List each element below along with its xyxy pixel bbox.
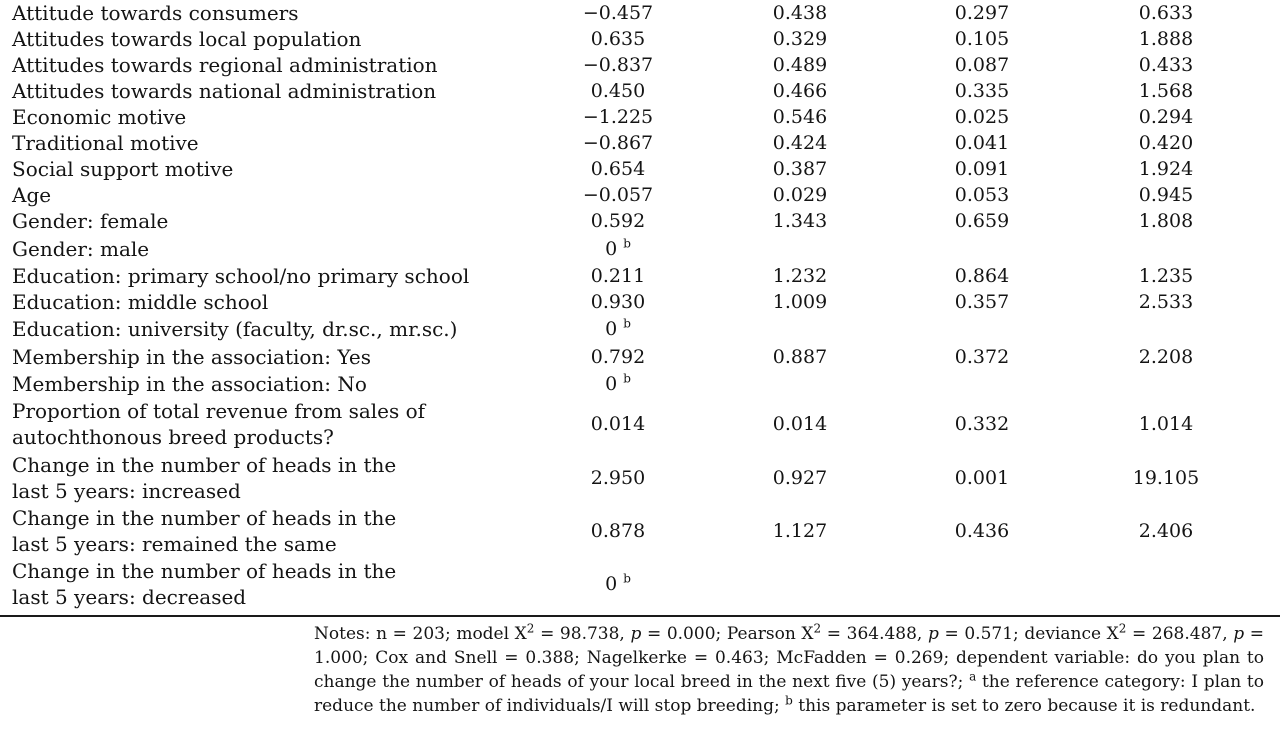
row-label: Education: university (faculty, dr.sc., mr.sc.): [12, 317, 458, 341]
table-row: [0, 263, 1280, 289]
exp-b-cell: [1096, 518, 1236, 544]
std-error-value: 0.329: [772, 28, 828, 50]
row-label: Membership in the association: Yes: [12, 345, 371, 369]
coefficient-b-cell: [548, 130, 688, 156]
table-row: [0, 505, 1280, 557]
significance-value: 0.864: [954, 265, 1010, 287]
exp-b-cell: [1096, 263, 1236, 289]
std-error-value: 0.927: [772, 467, 828, 489]
significance-value: 0.025: [954, 106, 1010, 128]
significance-value: 0.357: [954, 291, 1010, 313]
std-error-value: 0.887: [772, 346, 828, 368]
significance-value: 0.335: [954, 80, 1010, 102]
exp-b-value: 0.420: [1138, 132, 1194, 154]
coefficient-b-cell: [548, 316, 688, 342]
coefficient-b-value: −1.225: [582, 106, 654, 128]
exp-b-cell: [1096, 289, 1236, 315]
significance-cell: [912, 263, 1052, 289]
exp-b-value: 0.294: [1138, 106, 1194, 128]
coefficient-b-cell: [548, 371, 688, 397]
std-error-cell: [730, 411, 870, 437]
row-label: Education: primary school/no primary school: [12, 264, 470, 288]
row-label-line: Proportion of total revenue from sales of: [12, 399, 426, 423]
exp-b-cell: [1096, 78, 1236, 104]
redundant-marker: b: [623, 371, 631, 386]
coefficient-b-cell: [548, 571, 688, 597]
coefficient-b-value: 0.635: [590, 28, 646, 50]
coefficient-b-value: −0.457: [582, 2, 654, 24]
table-row: [0, 52, 1280, 78]
coefficient-b-cell: [548, 182, 688, 208]
table-row: [0, 371, 1280, 397]
std-error-cell: [730, 208, 870, 234]
row-label: Attitudes towards regional administration: [12, 53, 438, 77]
coefficient-b-value: −0.867: [582, 132, 654, 154]
coefficient-b-value: 0.878: [590, 520, 646, 542]
significance-value: 0.001: [954, 467, 1010, 489]
row-label: Membership in the association: No: [12, 372, 367, 396]
row-label: Social support motive: [12, 157, 234, 181]
significance-cell: [912, 182, 1052, 208]
std-error-value: 0.424: [772, 132, 828, 154]
std-error-cell: [730, 104, 870, 130]
significance-value: 0.436: [954, 520, 1010, 542]
table-row: [0, 130, 1280, 156]
redundant-marker: b: [623, 236, 631, 251]
significance-cell: [912, 411, 1052, 437]
std-error-cell: [730, 182, 870, 208]
significance-cell: [912, 156, 1052, 182]
coefficient-b-value: 0: [605, 238, 618, 260]
std-error-cell: [730, 263, 870, 289]
row-label-line: Change in the number of heads in the: [12, 453, 397, 477]
row-label: Attitude towards consumers: [12, 1, 299, 25]
exp-b-value: 0.945: [1138, 184, 1194, 206]
coefficient-b-cell: [548, 518, 688, 544]
coefficient-b-value: 0.654: [590, 158, 646, 180]
coefficient-b-value: 0.930: [590, 291, 646, 313]
significance-cell: [912, 78, 1052, 104]
coefficient-b-value: 0.014: [590, 413, 646, 435]
std-error-cell: [730, 289, 870, 315]
exp-b-cell: [1096, 182, 1236, 208]
exp-b-value: 2.208: [1138, 346, 1194, 368]
table-row: [0, 236, 1280, 262]
std-error-value: 0.438: [772, 2, 828, 24]
std-error-cell: [730, 52, 870, 78]
std-error-value: 0.546: [772, 106, 828, 128]
coefficient-b-value: 0.792: [590, 346, 646, 368]
exp-b-value: 2.406: [1138, 520, 1194, 542]
significance-cell: [912, 289, 1052, 315]
exp-b-value: 1.808: [1138, 210, 1194, 232]
std-error-cell: [730, 156, 870, 182]
row-label-line: Change in the number of heads in the: [12, 506, 397, 530]
coefficient-b-cell: [548, 104, 688, 130]
exp-b-value: 0.433: [1138, 54, 1194, 76]
row-label: [12, 505, 396, 557]
row-label: [12, 558, 396, 610]
significance-value: 0.105: [954, 28, 1010, 50]
std-error-cell: [730, 78, 870, 104]
significance-value: 0.659: [954, 210, 1010, 232]
row-label: [12, 452, 396, 504]
coefficient-b-value: 0: [605, 318, 618, 340]
exp-b-value: 1.014: [1138, 413, 1194, 435]
significance-cell: [912, 52, 1052, 78]
exp-b-cell: [1096, 52, 1236, 78]
coefficient-b-cell: [548, 156, 688, 182]
row-label: Traditional motive: [12, 131, 199, 155]
table-row: [0, 398, 1280, 450]
coefficient-b-value: −0.057: [582, 184, 654, 206]
row-label: Attitudes towards national administration: [12, 79, 437, 103]
exp-b-cell: [1096, 26, 1236, 52]
table-row: [0, 344, 1280, 370]
significance-value: 0.297: [954, 2, 1010, 24]
significance-cell: [912, 104, 1052, 130]
coefficient-b-cell: [548, 26, 688, 52]
row-label: [12, 398, 425, 450]
coefficient-b-cell: [548, 411, 688, 437]
row-label: Economic motive: [12, 105, 187, 129]
coefficient-b-cell: [548, 236, 688, 262]
coefficient-b-cell: [548, 52, 688, 78]
std-error-value: 0.014: [772, 413, 828, 435]
std-error-cell: [730, 0, 870, 26]
coefficient-b-value: 2.950: [590, 467, 646, 489]
exp-b-cell: [1096, 0, 1236, 26]
std-error-cell: [730, 518, 870, 544]
table-row: [0, 0, 1280, 26]
exp-b-cell: [1096, 156, 1236, 182]
exp-b-value: 0.633: [1138, 2, 1194, 24]
std-error-cell: [730, 130, 870, 156]
table-row: [0, 316, 1280, 342]
coefficient-b-cell: [548, 0, 688, 26]
exp-b-cell: [1096, 411, 1236, 437]
coefficient-b-value: 0: [605, 373, 618, 395]
table-row: [0, 104, 1280, 130]
redundant-marker: b: [623, 571, 631, 586]
std-error-value: 1.127: [772, 520, 828, 542]
row-label-line: Change in the number of heads in the: [12, 559, 397, 583]
exp-b-cell: [1096, 465, 1236, 491]
std-error-value: 0.466: [772, 80, 828, 102]
std-error-value: 1.232: [772, 265, 828, 287]
significance-value: 0.091: [954, 158, 1010, 180]
std-error-value: 1.343: [772, 210, 828, 232]
significance-cell: [912, 344, 1052, 370]
row-label-line: autochthonous breed products?: [12, 425, 334, 449]
coefficient-b-value: 0.211: [590, 265, 646, 287]
std-error-value: 0.489: [772, 54, 828, 76]
coefficient-b-value: −0.837: [582, 54, 654, 76]
significance-cell: [912, 0, 1052, 26]
std-error-cell: [730, 26, 870, 52]
significance-value: 0.372: [954, 346, 1010, 368]
coefficient-b-cell: [548, 78, 688, 104]
coefficient-b-cell: [548, 465, 688, 491]
coefficient-b-value: 0: [605, 573, 618, 595]
table-row: [0, 182, 1280, 208]
exp-b-value: 1.568: [1138, 80, 1194, 102]
table-row: [0, 78, 1280, 104]
significance-cell: [912, 26, 1052, 52]
coefficient-b-cell: [548, 263, 688, 289]
exp-b-value: 2.533: [1138, 291, 1194, 313]
exp-b-value: 1.235: [1138, 265, 1194, 287]
row-label: Age: [12, 183, 52, 207]
table-row: [0, 26, 1280, 52]
significance-cell: [912, 208, 1052, 234]
exp-b-value: 19.105: [1132, 467, 1200, 489]
row-label-line: last 5 years: increased: [12, 479, 241, 503]
std-error-cell: [730, 344, 870, 370]
significance-value: 0.087: [954, 54, 1010, 76]
table-row: [0, 558, 1280, 610]
std-error-value: 1.009: [772, 291, 828, 313]
exp-b-cell: [1096, 208, 1236, 234]
row-label: Attitudes towards local population: [12, 27, 362, 51]
std-error-cell: [730, 465, 870, 491]
significance-value: 0.053: [954, 184, 1010, 206]
table-row: [0, 208, 1280, 234]
std-error-value: 0.029: [772, 184, 828, 206]
coefficient-b-value: 0.592: [590, 210, 646, 232]
table-row: [0, 289, 1280, 315]
row-label: Gender: male: [12, 237, 150, 261]
exp-b-cell: [1096, 130, 1236, 156]
exp-b-value: 1.924: [1138, 158, 1194, 180]
significance-cell: [912, 130, 1052, 156]
coefficient-b-cell: [548, 289, 688, 315]
std-error-value: 0.387: [772, 158, 828, 180]
significance-value: 0.332: [954, 413, 1010, 435]
redundant-marker: b: [623, 316, 631, 331]
table-notes: Notes: n = 203; model $X^2 = 98.738$, p = 0.000; Pearson $X^2 = 364.488$, p = 0.571; deviance $X^2 = 268.487$, p = 1.000; Cox and Snell = 0.388; Nagelkerke = 0.463; McFadden = 0.269; dependent variable: do you plan to change the number of heads of your local breed in the next five (5) years?; $^a$ the reference category: I plan to reduce the number of individuals/I will stop breeding; $^b$ this parameter is set to zero because it is redundant.: [314, 621, 1264, 716]
row-label: Gender: female: [12, 209, 169, 233]
significance-cell: [912, 518, 1052, 544]
row-label-line: last 5 years: decreased: [12, 585, 247, 609]
table-row: [0, 156, 1280, 182]
significance-cell: [912, 465, 1052, 491]
coefficient-b-value: 0.450: [590, 80, 646, 102]
significance-value: 0.041: [954, 132, 1010, 154]
coefficient-b-cell: [548, 344, 688, 370]
row-label-line: last 5 years: remained the same: [12, 532, 337, 556]
exp-b-value: 1.888: [1138, 28, 1194, 50]
exp-b-cell: [1096, 104, 1236, 130]
table-row: [0, 452, 1280, 504]
coefficient-b-cell: [548, 208, 688, 234]
row-label: Education: middle school: [12, 290, 269, 314]
exp-b-cell: [1096, 344, 1236, 370]
table-bottom-rule: [0, 615, 1280, 617]
